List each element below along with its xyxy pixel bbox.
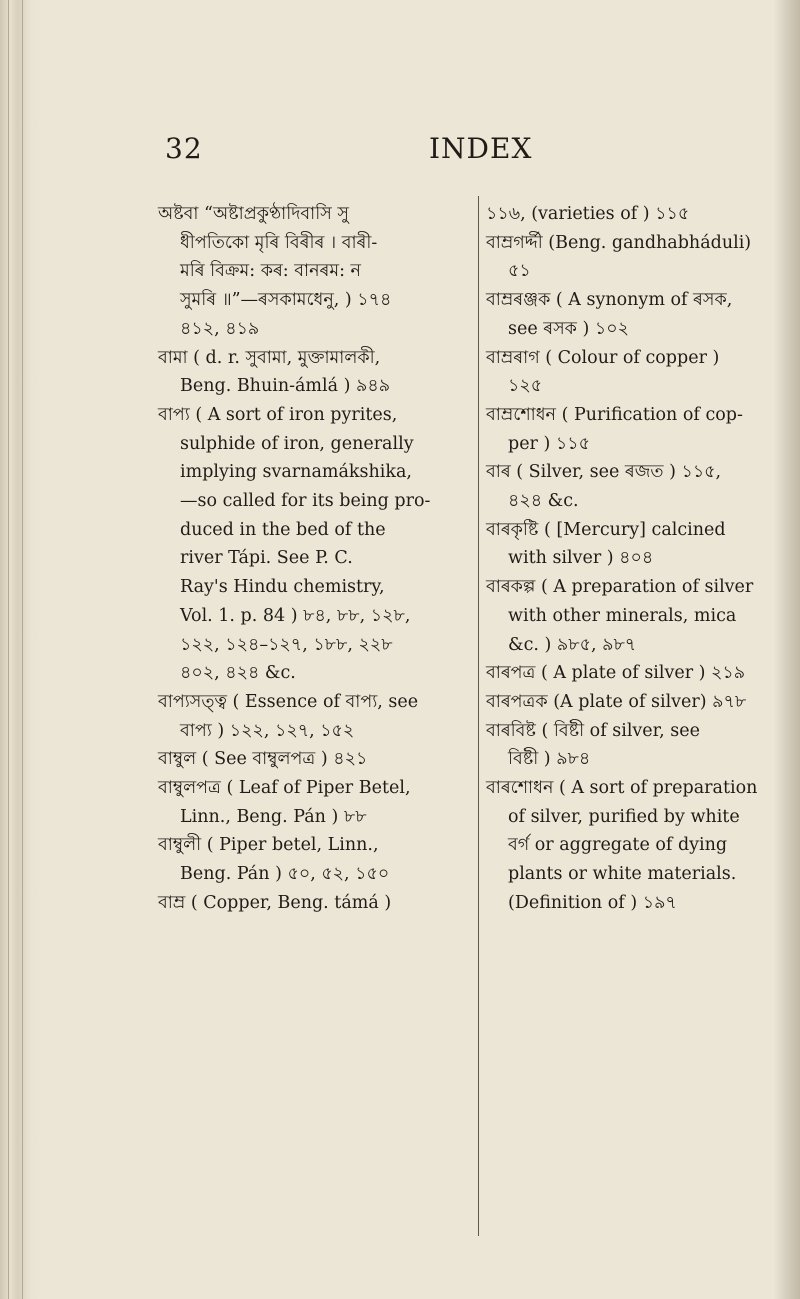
index-entry-head: বাৰ ( Silver, see ৰজত ) ১১৫,: [486, 462, 722, 483]
index-entry: [158, 889, 476, 918]
column-divider: [478, 196, 479, 1236]
index-entry: [158, 200, 476, 344]
index-entry-continuation: see ৰসক ) ১০২: [508, 318, 629, 339]
index-entry-head: বাম্ৰৰঞ্জক ( A synonym of ৰসক,: [486, 290, 733, 311]
index-entry-continuation: duced in the bed of the: [180, 519, 386, 540]
index-entry-head: বাৰবিষ্ট ( বিষ্টী of silver, see: [486, 720, 700, 741]
index-entry-head: বাম্ৰ ( Copper, Beng. támá ): [158, 892, 392, 913]
index-entry-head: বাৰপত্ৰক (A plate of silver) ৯৭৮: [486, 691, 747, 712]
index-entry-head: বাৰশোধন ( A sort of preparation: [486, 778, 758, 799]
index-entry: [486, 688, 786, 717]
index-entry-continuation: plants or white materials.: [508, 864, 737, 885]
running-title: INDEX: [429, 132, 533, 165]
index-entry-head: বাৰকৃষ্টি ( [Mercury] calcined: [486, 519, 726, 540]
index-entry-continuation: বৰ্গ or aggregate of dying: [508, 835, 728, 856]
index-entry-continuation: ৪০২, ৪২৪ &c.: [180, 663, 296, 684]
index-entry: [158, 688, 476, 745]
index-entry: [158, 745, 476, 774]
index-entry: [486, 200, 786, 229]
index-entry: [158, 344, 476, 401]
index-entry-continuation: with silver ) ৪০৪: [508, 548, 654, 569]
index-entry-head: অষ্টবা “অষ্টাপ্ৰকুণ্ঠাদিবাসি সু: [158, 204, 349, 224]
index-entry-continuation: Beng. Pán ) ৫০, ৫২, ১৫০: [180, 864, 390, 885]
index-entry-continuation: বিষ্টী ) ৯৮৪: [508, 749, 591, 770]
index-entry: [486, 774, 786, 918]
index-entry-continuation: ৪১২, ৪১৯: [180, 318, 260, 339]
index-entry: [158, 774, 476, 831]
index-entry-head: ১১৬, (varieties of ) ১১৫: [486, 204, 690, 224]
index-entry: [486, 458, 786, 515]
index-entry-continuation: ৪২৪ &c.: [508, 491, 579, 512]
index-entry-head: বাৰকল্প ( A preparation of silver: [486, 577, 754, 598]
page-number: 32: [165, 132, 203, 165]
page-header: [165, 132, 765, 172]
index-entry-continuation: বাপ্য ) ১২২, ১২৭, ১৫২: [180, 720, 355, 741]
index-entry-continuation: river Tápi. See P. C.: [180, 548, 353, 569]
index-entry-head: বাম্বুলপত্ৰ ( Leaf of Piper Betel,: [158, 778, 411, 799]
index-entry-continuation: &c. ) ৯৮৫, ৯৮৭: [508, 634, 637, 655]
index-entry-head: বাপ্য ( A sort of iron pyrites,: [158, 404, 398, 425]
index-entry-continuation: ৫১: [508, 261, 531, 282]
index-entry: [486, 573, 786, 659]
index-entry: [486, 516, 786, 573]
index-entry-head: বাম্ৰগৰ্দ্দী (Beng. gandhabháduli): [486, 232, 752, 253]
index-entry-continuation: with other minerals, mica: [508, 605, 737, 626]
index-column-right: [486, 200, 786, 918]
index-entry-head: বাম্বুল ( See বাম্বুলপত্ৰ ) ৪২১: [158, 749, 368, 770]
index-entry-head: বামা ( d. r. সুবামা, মুক্তামালকী,: [158, 347, 381, 368]
index-entry: [486, 401, 786, 458]
index-entry-continuation: implying svarnamákshika,: [180, 462, 412, 483]
index-entry-continuation: সুমৰি ॥”—ৰসকামধেনু, ) ১৭৪: [180, 290, 392, 311]
index-entry: [486, 344, 786, 401]
book-binding-edge: [0, 0, 42, 1299]
index-entry: [486, 286, 786, 343]
index-entry-continuation: of silver, purified by white: [508, 806, 740, 827]
index-entry: [158, 831, 476, 888]
index-entry: [486, 229, 786, 286]
index-entry-continuation: ১২৫: [508, 376, 543, 397]
index-entry-head: বাপ্যসত্ত্ব ( Essence of বাপ্য, see: [158, 691, 419, 712]
index-entry-head: বাম্ৰৰাগ ( Colour of copper ): [486, 347, 720, 368]
index-entry-head: বাম্ৰশোধন ( Purification of cop-: [486, 404, 743, 425]
index-entry-continuation: Ray's Hindu chemistry,: [180, 577, 385, 598]
index-entry: [486, 659, 786, 688]
index-entry-continuation: Vol. 1. p. 84 ) ৮৪, ৮৮, ১২৮,: [180, 605, 411, 626]
index-entry-continuation: Linn., Beng. Pán ) ৮৮: [180, 806, 367, 827]
index-entry-continuation: per ) ১১৫: [508, 433, 590, 454]
index-entry-head: বাৰপত্ৰ ( A plate of silver ) ২১৯: [486, 663, 746, 684]
index-entry: [158, 401, 476, 688]
index-entry-continuation: —so called for its being pro-: [180, 491, 431, 512]
index-entry-continuation: Beng. Bhuin-ámlá ) ৯৪৯: [180, 376, 391, 397]
index-entry: [486, 717, 786, 774]
index-entry-head: বাম্বুলী ( Piper betel, Linn.,: [158, 835, 379, 856]
index-entry-continuation: (Definition of ) ১৯৭: [508, 892, 677, 913]
index-entry-continuation: মৰি বিক্ৰম: কৰ: বানৰম: ন: [180, 261, 361, 282]
index-entry-continuation: ধীপতিকো মৃৰি বিৰীৰ । বাৰী-: [180, 232, 378, 253]
index-column-left: [158, 200, 476, 918]
index-entry-continuation: ১২২, ১২৪–১২৭, ১৮৮, ২২৮: [180, 634, 393, 655]
index-entry-continuation: sulphide of iron, generally: [180, 433, 414, 454]
